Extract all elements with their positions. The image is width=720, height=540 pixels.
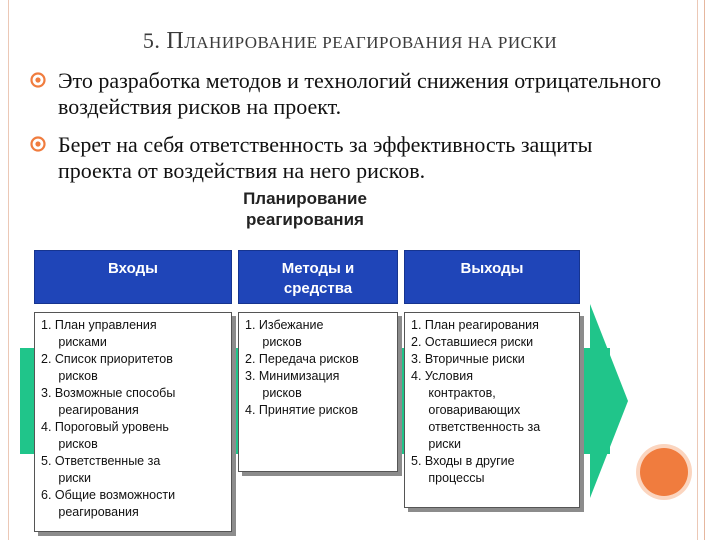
column-body-outputs [404,312,580,508]
column-head-methods [238,250,398,304]
diagram-title [205,188,405,230]
list-item: 3. Минимизация рисков [245,369,340,400]
bullet-text-1: Это разработка методов и технологий снижения отрицательного воздействия рисков на проект. [58,68,662,119]
list-item: 3. Вторичные риски [411,352,525,366]
list-item: 1. План управления рисками [41,318,157,349]
diagram-title-line1: Планирование [243,189,367,208]
slide-title [0,28,700,55]
column-body-inputs [34,312,232,532]
column-head-methods-line2: средства [283,280,353,297]
column-head-methods-line1: Методы и [281,260,355,277]
bullet-item-2 [30,132,670,184]
list-item: 2. Передача рисков [245,352,359,366]
column-head-inputs [34,250,232,304]
column-head-outputs [404,250,580,304]
list-item: 1. Избежание рисков [245,318,324,349]
bullet-text-2: Берет на себя ответственность за эффективность защиты проекта от воздействия на него рисков. [58,132,593,183]
title-first-letter: П [166,28,185,54]
title-rest: ЛАНИРОВАНИЕ РЕАГИРОВАНИЯ НА РИСКИ [184,33,558,52]
column-head-outputs-label: Выходы [460,260,524,277]
list-item: 1. План реагирования [411,318,539,332]
list-item: 3. Возможные способы реагирования [41,386,176,417]
circle-dot-icon [30,72,46,88]
list-item: 2. Оставшиеся риски [411,335,534,349]
list-item: 4. Условия контрактов, оговаривающих ответственность за риски [411,369,541,451]
process-arrow-head [590,304,628,498]
bullet-item-1 [30,68,670,120]
title-number: 5. [142,28,167,53]
list-item: 5. Входы в другие процессы [411,454,515,485]
list-item: 4. Принятие рисков [245,403,359,417]
list-item: 2. Список приоритетов рисков [41,352,173,383]
list-item: 6. Общие возможности реагирования [41,488,176,519]
decorative-orange-circle [640,448,688,496]
process-diagram [20,186,632,536]
list-item: 4. Пороговый уровень рисков [41,420,169,451]
column-head-inputs-label: Входы [108,260,158,277]
circle-dot-icon [30,136,46,152]
column-body-methods [238,312,398,472]
list-item: 5. Ответственные за риски [41,454,161,485]
diagram-title-line2: реагирования [246,210,364,229]
